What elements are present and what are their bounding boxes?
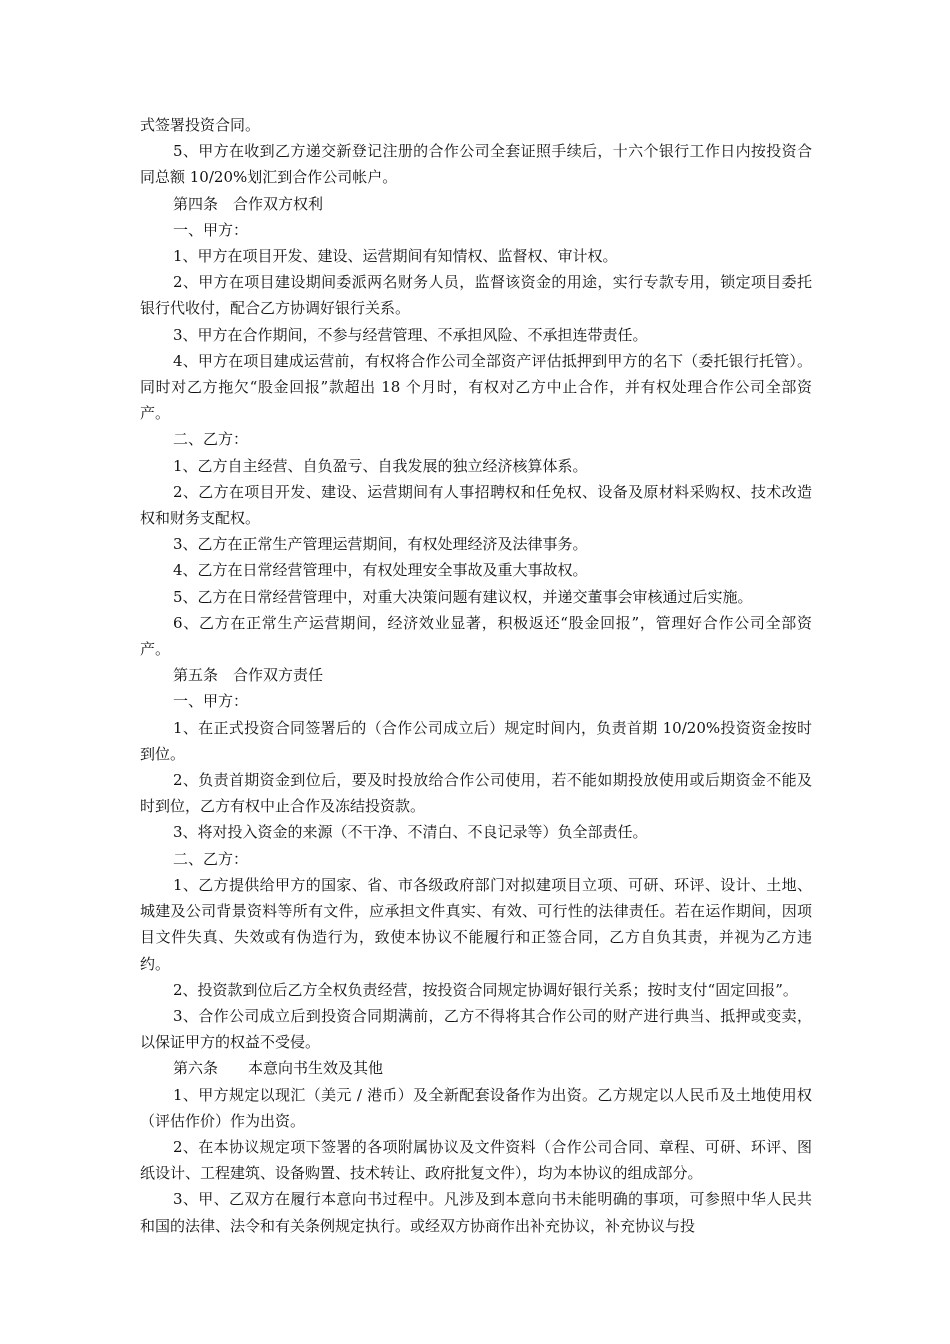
- paragraph: 式签署投资合同。: [140, 116, 261, 134]
- paragraph: 4、乙方在日常经营管理中，有权处理安全事故及重大事故权。: [173, 561, 588, 580]
- section-heading: 一、甲方：: [173, 692, 249, 711]
- paragraph: 3、甲、乙双方在履行本意向书过程中。凡涉及到本意向书未能明确的事项，可参照中华人民共和国的法律、法令和有关条例规定执行。或经双方协商作出补充协议，补充协议与投: [140, 1190, 812, 1235]
- paragraph: 1、在正式投资合同签署后的（合作公司成立后）规定时间内，负责首期 10/20%投资资金按时到位。: [140, 718, 812, 763]
- paragraph: 1、乙方提供给甲方的国家、省、市各级政府部门对拟建项目立项、可研、环评、设计、土地、城建及公司背景资料等所有文件，应承担文件真实、有效、可行性的法律责任。若在运作期间，因项目文件失真、失效或有伪造行为，致使本协议不能履行和正签合同，乙方自负其责，并视为乙方违约。: [140, 875, 812, 973]
- paragraph: 2、在本协议规定项下签署的各项附属协议及文件资料（合作公司合同、章程、可研、环评、图纸设计、工程建筑、设备购置、技术转让、政府批复文件），均为本协议的组成部分。: [140, 1137, 812, 1183]
- section-heading: 二、乙方：: [173, 430, 249, 449]
- paragraph: 3、甲方在合作期间，不参与经营管理、不承担风险、不承担连带责任。: [173, 325, 648, 344]
- article-heading: 第五条 合作双方责任: [173, 666, 324, 685]
- paragraph: 2、负责首期资金到位后，要及时投放给合作公司使用，若不能如期投放使用或后期资金不能及时到位，乙方有权中止合作及冻结投资款。: [140, 771, 812, 816]
- paragraph: 6、乙方在正常生产运营期间，经济效业显著，积极返还“股金回报”，管理好合作公司全部资产。: [140, 613, 812, 659]
- paragraph: 4、甲方在项目建成运营前，有权将合作公司全部资产评估抵押到甲方的名下（委托银行托管）。同时对乙方拖欠“股金回报”款超出 18 个月时，有权对乙方中止合作，并有权处理合作公司全部资产。: [140, 351, 812, 423]
- article-heading: 第六条 本意向书生效及其他: [173, 1059, 384, 1078]
- paragraph: 2、投资款到位后乙方全权负责经营，按投资合同规定协调好银行关系；按时支付“固定回报”。: [173, 980, 798, 999]
- article-heading: 第四条 合作双方权利: [173, 194, 324, 213]
- paragraph: 3、合作公司成立后到投资合同期满前，乙方不得将其合作公司的财产进行典当、抵押或变卖，以保证甲方的权益不受侵。: [140, 1006, 812, 1052]
- paragraph: 5、甲方在收到乙方递交新登记注册的合作公司全套证照手续后，十六个银行工作日内按投资合同总额 10/20%划汇到合作公司帐户。: [140, 142, 812, 187]
- paragraph: 3、乙方在正常生产管理运营期间，有权处理经济及法律事务。: [173, 535, 588, 554]
- paragraph: 3、将对投入资金的来源（不干净、不清白、不良记录等）负全部责任。: [173, 823, 648, 842]
- paragraph: 2、乙方在项目开发、建设、运营期间有人事招聘权和任免权、设备及原材料采购权、技术改造权和财务支配权。: [140, 482, 812, 528]
- paragraph: 1、乙方自主经营、自负盈亏、自我发展的独立经济核算体系。: [173, 456, 588, 475]
- section-heading: 二、乙方：: [173, 849, 249, 868]
- paragraph: 1、甲方规定以现汇（美元 / 港币）及全新配套设备作为出资。乙方规定以人民币及土地使用权（评估作价）作为出资。: [140, 1085, 812, 1130]
- paragraph: 2、甲方在项目建设期间委派两名财务人员，监督该资金的用途，实行专款专用，锁定项目委托银行代收付，配合乙方协调好银行关系。: [140, 273, 812, 318]
- document-body: [140, 112, 812, 1239]
- section-heading: 一、甲方：: [173, 220, 249, 239]
- paragraph: 5、乙方在日常经营管理中，对重大决策问题有建议权，并递交董事会审核通过后实施。: [173, 587, 753, 606]
- paragraph: 1、甲方在项目开发、建设、运营期间有知情权、监督权、审计权。: [173, 247, 618, 266]
